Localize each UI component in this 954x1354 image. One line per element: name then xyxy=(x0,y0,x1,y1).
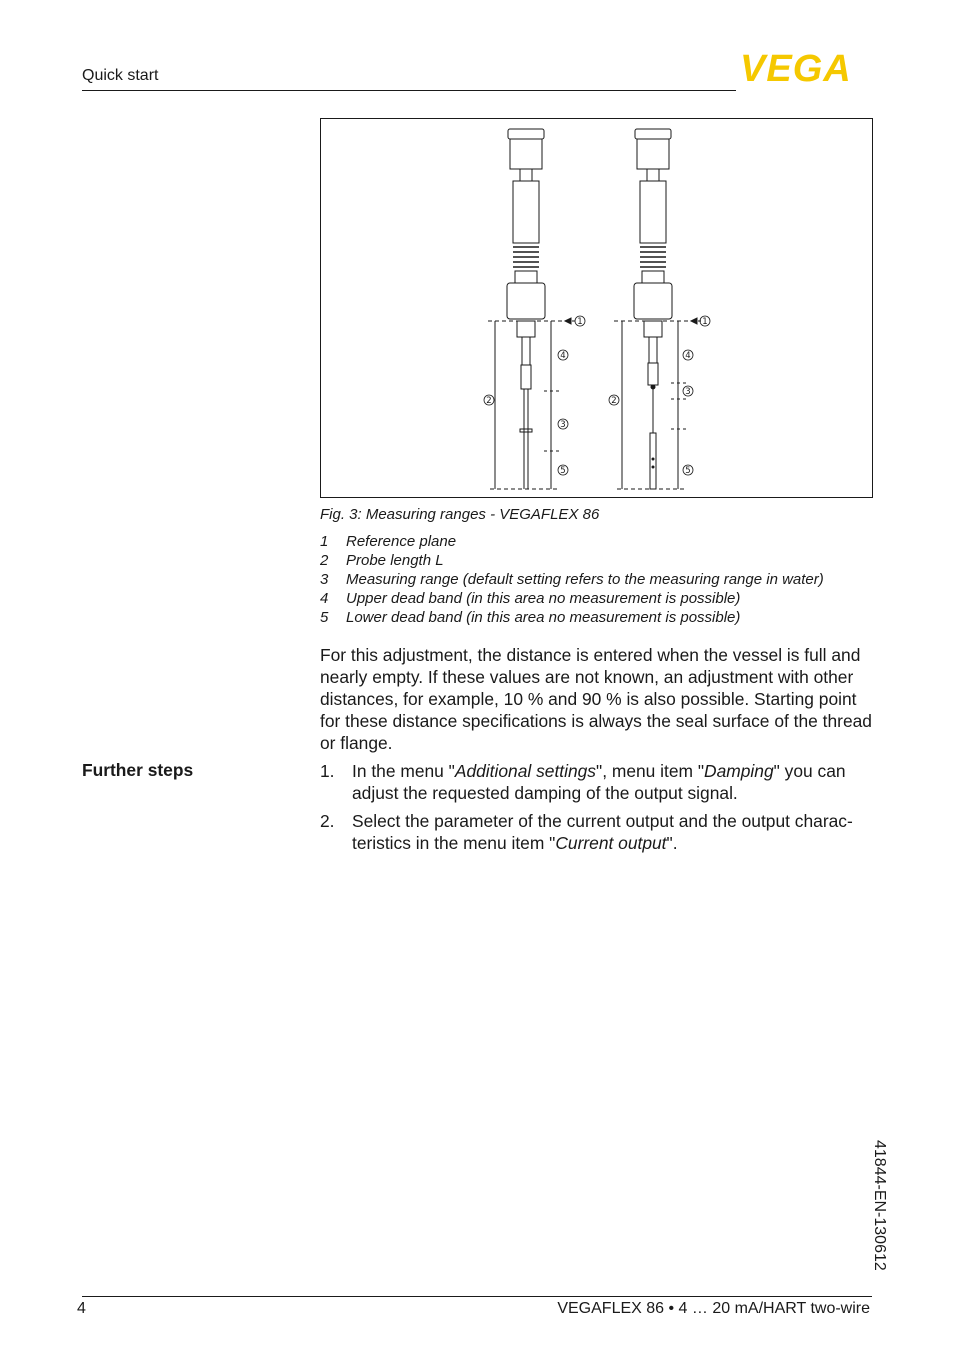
figure-legend xyxy=(320,532,824,627)
step-text: In the menu "Additional settings", menu item "Damping" you can adjust the requested damping of the output signal. xyxy=(352,761,846,803)
legend-item xyxy=(320,532,824,551)
svg-text:5: 5 xyxy=(560,466,566,476)
adjustment-paragraph: For this adjustment, the distance is entered when the vessel is full and nearly empty. If these values are not known, an adjustment with other distances, for example, 10 % and 90 % is also possible. Starting point for these distance specifications is always the seal surface of the thread or flange. xyxy=(320,645,872,753)
svg-text:1: 1 xyxy=(702,317,708,327)
further-steps-list xyxy=(320,760,880,860)
menu-item-current-output: Current output xyxy=(555,833,667,853)
step-item xyxy=(320,760,880,804)
menu-item-damping: Damping xyxy=(704,761,774,781)
step-text: Select the parameter of the current output and the output charac-teristics in the menu item "Current output". xyxy=(352,811,853,853)
svg-text:4: 4 xyxy=(685,351,691,361)
callout-4-left xyxy=(558,350,568,361)
callout-5-right xyxy=(683,465,693,476)
cable-probe-drawing xyxy=(614,129,701,489)
svg-text:2: 2 xyxy=(486,396,492,406)
svg-text:4: 4 xyxy=(560,351,566,361)
footer-rule xyxy=(82,1296,872,1297)
page-number: 4 xyxy=(77,1300,86,1317)
legend-text: Upper dead band (in this area no measurement is possible) xyxy=(346,590,741,607)
callout-2-right xyxy=(609,395,619,406)
callout-3-right xyxy=(683,386,693,397)
legend-number: 2 xyxy=(320,552,329,569)
measuring-ranges-figure xyxy=(320,118,873,498)
footer-product: VEGAFLEX 86 • 4 … 20 mA/HART two-wire xyxy=(557,1300,870,1317)
callout-3-left xyxy=(558,419,568,430)
legend-number: 5 xyxy=(320,609,329,626)
legend-number: 3 xyxy=(320,571,329,588)
rod-probe-drawing xyxy=(488,129,575,489)
callout-2-left xyxy=(484,395,494,406)
svg-text:3: 3 xyxy=(685,387,691,397)
legend-number: 1 xyxy=(320,533,329,550)
document-id: 41844-EN-130612 xyxy=(871,1140,888,1271)
legend-item xyxy=(320,608,824,627)
legend-text: Measuring range (default setting refers to the measuring range in water) xyxy=(346,571,824,588)
svg-text:1: 1 xyxy=(577,317,583,327)
further-steps-heading: Further steps xyxy=(82,760,194,780)
legend-item xyxy=(320,570,824,589)
callout-1-right xyxy=(700,316,710,327)
step-item xyxy=(320,810,880,854)
header-section-title: Quick start xyxy=(82,67,159,84)
legend-text: Reference plane xyxy=(346,533,457,550)
header-rule xyxy=(82,90,736,91)
legend-item xyxy=(320,589,824,608)
step-number: 1. xyxy=(320,761,335,781)
callout-4-right xyxy=(683,350,693,361)
svg-text:2: 2 xyxy=(611,396,617,406)
figure-caption: Fig. 3: Measuring ranges - VEGAFLEX 86 xyxy=(320,506,600,523)
vega-logo xyxy=(740,50,872,84)
menu-additional-settings: Additional settings xyxy=(454,761,597,781)
step-number: 2. xyxy=(320,811,335,831)
legend-text: Probe length L xyxy=(346,552,444,569)
svg-text:3: 3 xyxy=(560,420,566,430)
callout-5-left xyxy=(558,465,568,476)
legend-item xyxy=(320,551,824,570)
callout-1-left xyxy=(575,316,585,327)
legend-text: Lower dead band (in this area no measurement is possible) xyxy=(346,609,741,626)
svg-text:5: 5 xyxy=(685,466,691,476)
legend-number: 4 xyxy=(320,590,329,607)
svg-text:VEGA: VEGA xyxy=(740,50,852,84)
